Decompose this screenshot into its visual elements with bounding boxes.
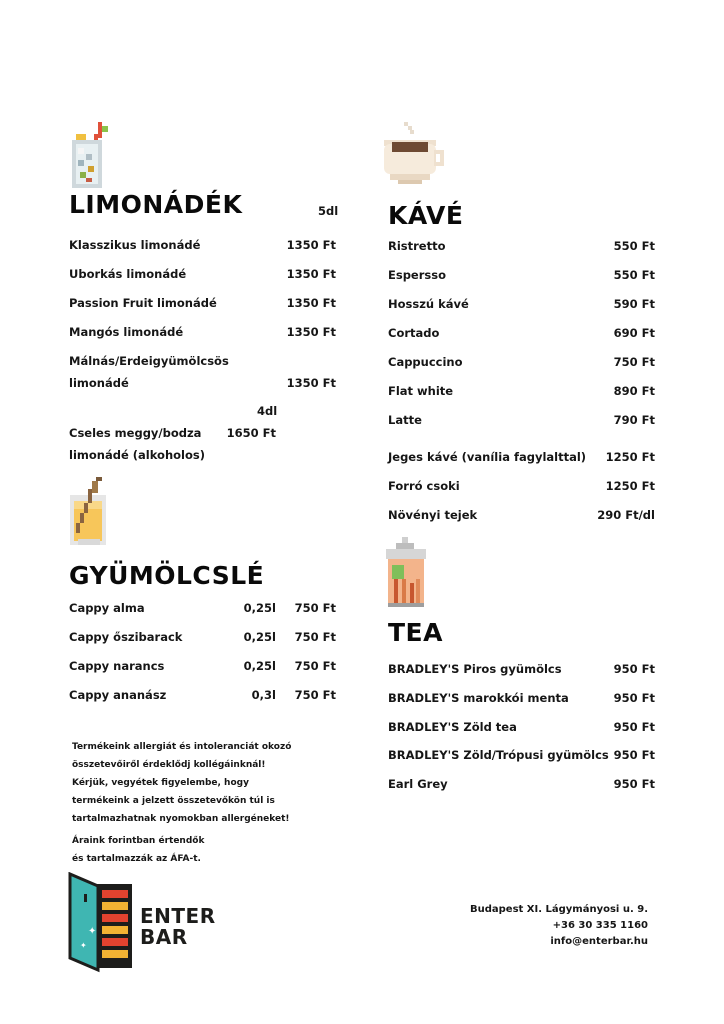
list-item: Cortado [388, 326, 440, 340]
item-price: 750 Ft [294, 659, 336, 673]
phone: +36 30 335 1160 [552, 920, 648, 931]
list-item: Passion Fruit limonádé [69, 296, 217, 310]
list-item: BRADLEY'S marokkói menta [388, 691, 569, 705]
list-item: Earl Grey [388, 777, 448, 791]
item-price: 750 Ft [294, 630, 336, 644]
logo-wordmark [140, 906, 216, 948]
note-line: Kérjük, vegyétek figyelembe, hogy [72, 778, 249, 788]
limonade-size-header: 5dl [318, 204, 339, 218]
list-item: Latte [388, 413, 422, 427]
note-line: Áraink forintban értendők [72, 836, 205, 846]
note-line: tartalmazhatnak nyomokban allergéneket! [72, 814, 290, 824]
item-price: 1650 Ft [226, 426, 276, 440]
list-item: limonádé (alkoholos) [69, 448, 205, 462]
list-item: Cappy narancs [69, 659, 165, 673]
note-line: összetevőiről érdeklődj kollégáinknál! [72, 760, 266, 770]
item-price: 290 Ft/dl [597, 508, 655, 522]
contact-block [440, 902, 648, 950]
item-price: 550 Ft [613, 268, 655, 282]
logo-line: ENTER [140, 904, 216, 928]
item-price: 1350 Ft [286, 238, 336, 252]
item-price: 750 Ft [294, 601, 336, 615]
enterbar-logo [68, 872, 136, 978]
juice-glass-icon [66, 475, 112, 549]
item-price: 950 Ft [613, 720, 655, 734]
juice-title: GYÜMÖLCSLÉ [69, 561, 265, 590]
item-price: 1350 Ft [286, 376, 336, 390]
list-item: Növényi tejek [388, 508, 478, 522]
list-item: Klasszikus limonádé [69, 238, 201, 252]
item-size: 0,25l [243, 659, 276, 673]
list-item: Flat white [388, 384, 454, 398]
svg-text:✦: ✦ [88, 926, 97, 937]
list-item: Cseles meggy/bodza [69, 426, 202, 440]
item-price: 1350 Ft [286, 296, 336, 310]
item-price: 690 Ft [613, 326, 655, 340]
item-price: 750 Ft [294, 688, 336, 702]
allergy-note [72, 738, 291, 828]
list-item: Uborkás limonádé [69, 267, 187, 281]
item-size: 0,25l [243, 601, 276, 615]
item-price: 890 Ft [613, 384, 655, 398]
list-item: limonádé [69, 376, 129, 390]
list-item: Málnás/Erdeigyümölcsös [69, 354, 229, 368]
address: Budapest XI. Lágymányosi u. 9. [469, 904, 648, 915]
item-price: 1250 Ft [605, 450, 655, 464]
item-size: 0,25l [243, 630, 276, 644]
note-line: Termékeink allergiát és intoleranciát okozó [72, 742, 292, 752]
list-item: Espersso [388, 268, 446, 282]
svg-text:✦: ✦ [80, 941, 87, 950]
item-price: 790 Ft [613, 413, 655, 427]
logo-line: BAR [140, 925, 188, 949]
item-price: 1350 Ft [286, 267, 336, 281]
price-note [72, 832, 204, 868]
list-item: Cappy őszibarack [69, 630, 183, 644]
coffee-cup-icon [380, 120, 448, 190]
note-line: termékeink a jelzett összetevőkön túl is [72, 796, 275, 806]
list-item: Forró csoki [388, 479, 460, 493]
coffee-title: KÁVÉ [388, 201, 464, 230]
item-price: 550 Ft [613, 239, 655, 253]
list-item: BRADLEY'S Zöld tea [388, 720, 517, 734]
item-price: 1350 Ft [286, 325, 336, 339]
item-price: 950 Ft [613, 748, 655, 762]
item-price: 750 Ft [613, 355, 655, 369]
item-size: 0,3l [251, 688, 276, 702]
lemonade-glass-icon [68, 120, 112, 190]
item-price: 950 Ft [613, 662, 655, 676]
tea-title: TEA [388, 618, 443, 647]
item-price: 1250 Ft [605, 479, 655, 493]
list-item: Ristretto [388, 239, 446, 253]
list-item: BRADLEY'S Zöld/Trópusi gyümölcs [388, 748, 609, 762]
item-price: 950 Ft [613, 777, 655, 791]
list-item: Jeges kávé (vanília fagylalttal) [388, 450, 587, 464]
list-item: Cappy ananász [69, 688, 167, 702]
door-logo-icon [68, 872, 136, 974]
limonade-size-4dl: 4dl [257, 404, 278, 418]
iced-tea-icon [382, 535, 432, 611]
list-item: BRADLEY'S Piros gyümölcs [388, 662, 562, 676]
item-price: 590 Ft [613, 297, 655, 311]
email: info@enterbar.hu [550, 936, 648, 947]
limonade-title: LIMONÁDÉK [69, 190, 243, 219]
list-item: Cappuccino [388, 355, 463, 369]
list-item: Mangós limonádé [69, 325, 184, 339]
note-line: és tartalmazzák az ÁFA-t. [72, 854, 201, 864]
item-price: 950 Ft [613, 691, 655, 705]
list-item: Hosszú kávé [388, 297, 469, 311]
list-item: Cappy alma [69, 601, 145, 615]
